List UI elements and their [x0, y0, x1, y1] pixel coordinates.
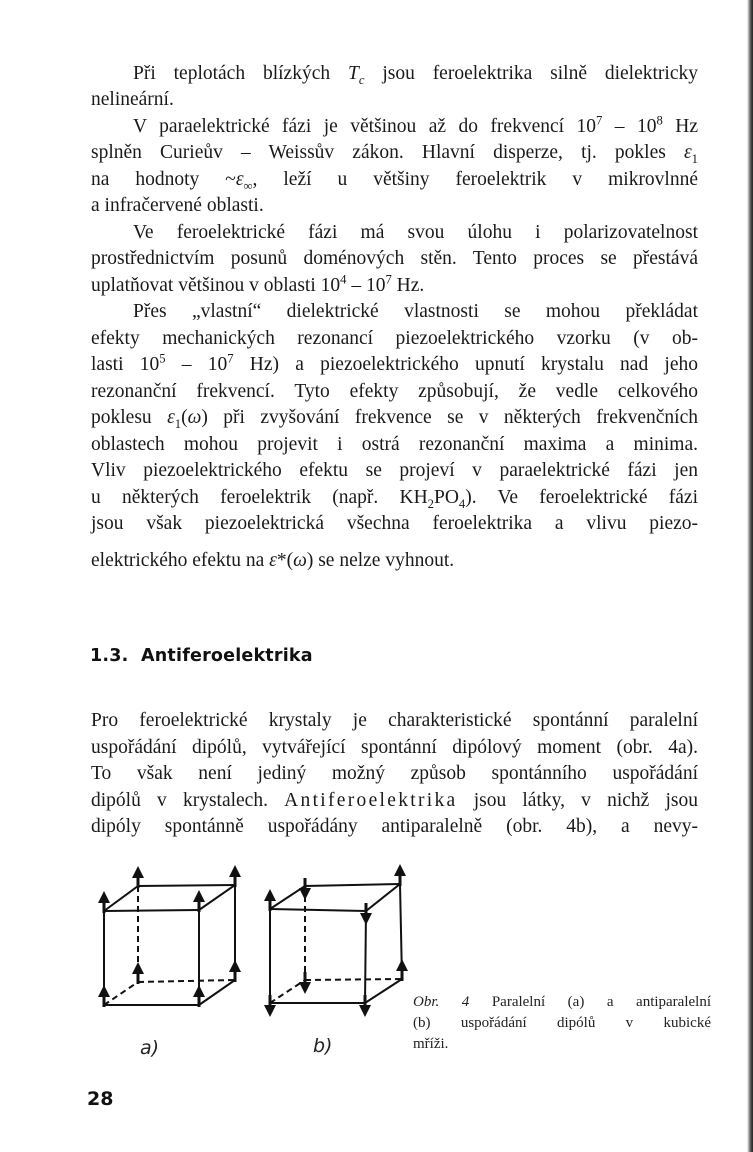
- section-paragraph-line-2: uspořádání dipólů, vytvářející spontánní dipólový moment (obr. 4a).: [91, 737, 698, 758]
- paragraph-1-line-2: nelineární.: [91, 89, 174, 110]
- paragraph-4-line-5: poklesu $\varepsilon_1(\omega)$ při zvyšování frekvence se v některých frekvenčních: [91, 407, 698, 431]
- paragraph-4-line-8: u některých feroelektrik (např. $KH_2PO_4$). Ve feroelektrické fázi: [91, 487, 698, 511]
- paragraph-3-line-1: Ve feroelektrické fázi má svou úlohu i polarizovatelnost: [133, 222, 698, 243]
- figure-label-a: a): [140, 1037, 160, 1059]
- paragraph-4-line-3: lasti $10^5 - 10^7$ Hz) a piezoelektrického upnutí krystalu nad jeho: [91, 351, 698, 375]
- paragraph-3-line-2: prostřednictvím posunů doménových stěn. Tento proces se přestává: [91, 248, 698, 269]
- cube-b: [270, 884, 402, 1003]
- figure-label-b: b): [313, 1035, 333, 1057]
- paragraph-4-line-10: elektrického efektu na ε*(ω) se nelze vyhnout.: [91, 550, 455, 571]
- page-number: 28: [87, 1088, 114, 1110]
- paragraph-4-line-9: jsou však piezoelektrická všechna feroelektrika a vlivu piezo-: [91, 513, 698, 534]
- section-paragraph-line-5: dipóly spontánně uspořádány antiparalelně (obr. 4b), a nevy-: [91, 816, 698, 837]
- paragraph-1-line-1: Při teplotách blízkých $T_c$ jsou feroelektrika silně dielektricky: [133, 63, 698, 87]
- section-paragraph-line-1: Pro feroelektrické krystaly je charakteristické spontánní paralelní: [91, 710, 698, 731]
- section-paragraph-line-3: To však není jediný možný způsob spontánního uspořádání: [91, 763, 698, 784]
- paragraph-4-line-6: oblastech mohou projevit i ostrá rezonanční maxima a minima.: [91, 434, 698, 455]
- paragraph-4-line-1: Přes „vlastní“ dielektrické vlastnosti se mohou překládat: [133, 301, 698, 322]
- paragraph-2-line-1: V paraelektrické fázi je většinou až do frekvencí $10^7 - 10^8$ Hz: [133, 113, 698, 137]
- paragraph-4-line-4: rezonanční frekvencí. Tyto efekty způsobují, že vedle celkového: [91, 381, 698, 402]
- paragraph-4-line-7: Vliv piezoelektrického efektu se projeví v paraelektrické fázi jen: [91, 460, 698, 481]
- paragraph-2-line-3: na hodnoty $\sim\varepsilon_\infty$, leží u většiny feroelektrik v mikrovlnné: [91, 169, 699, 193]
- emphasized-term: Antiferoelektrika: [284, 790, 458, 811]
- section-paragraph-line-4: dipólů v krystalech. Antiferoelektrika jsou látky, v nichž jsou: [91, 790, 699, 811]
- figure-caption-line-2: (b) uspořádání dipólů v kubické: [413, 1015, 711, 1031]
- caption-prefix: Obr. 4: [413, 994, 470, 1010]
- cube-a-dipoles: [104, 871, 235, 1007]
- paragraph-4-line-2: efekty mechanických rezonancí piezoelektrického vzorku (v ob-: [91, 328, 698, 349]
- figure-caption-line-1: Obr. 4 Paralelní (a) a antiparalelní: [413, 994, 711, 1010]
- paragraph-2-line-2: splněn Curieův – Weissův zákon. Hlavní disperze, tj. pokles $\varepsilon_1$: [91, 142, 698, 166]
- section-heading: 1.3. Antiferoelektrika: [90, 646, 313, 666]
- cube-a: [104, 885, 235, 1005]
- figure-caption-line-3: mříži.: [413, 1036, 449, 1052]
- paragraph-2-line-4: a infračervené oblasti.: [91, 195, 264, 216]
- paragraph-3-line-3: uplatňovat většinou v oblasti $10^4 - 10^7$ Hz.: [91, 272, 425, 296]
